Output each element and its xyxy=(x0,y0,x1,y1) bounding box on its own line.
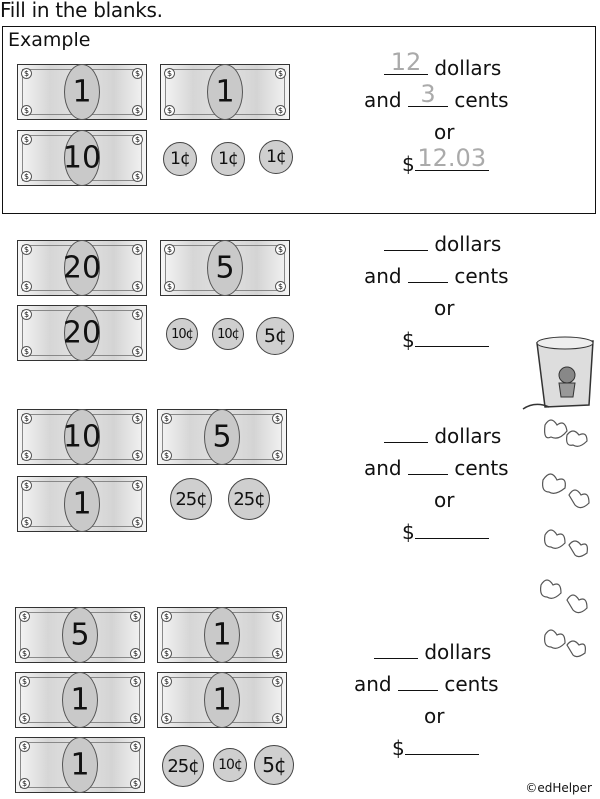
dollar-sign-icon: $ xyxy=(132,244,143,255)
and-label: and xyxy=(364,264,408,288)
cents-blank[interactable] xyxy=(408,456,448,475)
bill-value: 1 xyxy=(212,682,232,718)
dollar-sign-icon: $ xyxy=(130,676,141,687)
total-blank[interactable] xyxy=(415,144,489,172)
and-label: and xyxy=(364,88,408,112)
bill-value: 10 xyxy=(62,140,102,176)
and-label: and xyxy=(364,456,408,480)
bill-value: 1 xyxy=(72,74,92,110)
dollar-sign-icon: $ xyxy=(275,68,286,79)
bill xyxy=(157,409,287,465)
dollar-sign-icon: $ xyxy=(272,676,283,687)
dollar-sign-icon: $ xyxy=(164,68,175,79)
answer-line xyxy=(434,488,454,512)
dollar-sign-icon: $ xyxy=(21,244,32,255)
answer-line xyxy=(384,424,501,448)
dollar-sign-icon: $ xyxy=(275,244,286,255)
bill-value: 5 xyxy=(212,419,232,455)
bill-value: 5 xyxy=(215,250,235,286)
answer-line xyxy=(374,640,491,664)
coin: 25¢ xyxy=(170,478,212,520)
dollar-sign-icon: $ xyxy=(164,281,175,292)
bill xyxy=(17,305,147,361)
coin: 1¢ xyxy=(211,142,245,176)
dollar-sign-icon: $ xyxy=(161,450,172,461)
credit: ©edHelper xyxy=(525,781,592,795)
bill-value: 20 xyxy=(62,315,102,351)
and-label: and xyxy=(354,672,398,696)
bill-value: 5 xyxy=(70,617,90,653)
dollar-sign-icon: $ xyxy=(130,648,141,659)
dollar-sign-icon: $ xyxy=(275,105,286,116)
dollar-sign-icon: $ xyxy=(132,105,143,116)
bill xyxy=(17,130,147,186)
dollar-sign-icon: $ xyxy=(21,105,32,116)
dollar-sign-icon: $ xyxy=(275,281,286,292)
answer-line xyxy=(364,80,509,112)
answer-line xyxy=(364,456,509,480)
answer-line xyxy=(402,328,489,352)
bill-value: 1 xyxy=(72,486,92,522)
dollar-sign-icon: $ xyxy=(19,741,30,752)
cents-blank[interactable] xyxy=(408,80,448,108)
bill-value: 1 xyxy=(212,617,232,653)
popcorn-icon xyxy=(515,335,600,665)
or-label: or xyxy=(434,296,455,320)
total-blank[interactable] xyxy=(415,328,489,347)
answer-line xyxy=(402,144,489,176)
cents-label: cents xyxy=(447,456,509,480)
instruction: Fill in the blanks. xyxy=(0,0,163,22)
dollar-sign: $ xyxy=(392,736,405,760)
or-label: or xyxy=(434,488,455,512)
bill xyxy=(15,737,145,793)
dollar-sign: $ xyxy=(402,520,415,544)
dollar-sign-icon: $ xyxy=(132,346,143,357)
bill xyxy=(15,607,145,663)
dollar-sign-icon: $ xyxy=(130,713,141,724)
answer-line xyxy=(402,520,489,544)
dollar-sign-icon: $ xyxy=(19,676,30,687)
bill-value: 20 xyxy=(62,250,102,286)
dollar-sign-icon: $ xyxy=(21,309,32,320)
dollar-sign-icon: $ xyxy=(19,778,30,789)
answer-line xyxy=(392,736,479,760)
dollar-sign-icon: $ xyxy=(21,68,32,79)
dollars-label: dollars xyxy=(428,424,502,448)
coin: 25¢ xyxy=(228,478,270,520)
dollars-label: dollars xyxy=(418,640,492,664)
dollars-blank[interactable] xyxy=(384,232,428,251)
bill-value: 1 xyxy=(70,747,90,783)
bill xyxy=(160,240,290,296)
or-label: or xyxy=(434,120,455,144)
dollar-sign-icon: $ xyxy=(132,480,143,491)
dollar-sign-icon: $ xyxy=(132,171,143,182)
dollars-label: dollars xyxy=(428,56,502,80)
answer-line xyxy=(434,296,454,320)
bill xyxy=(17,64,147,120)
handwritten-answer: 12 xyxy=(390,48,422,76)
dollars-blank[interactable] xyxy=(384,48,428,76)
dollar-sign-icon: $ xyxy=(272,611,283,622)
dollars-blank[interactable] xyxy=(384,424,428,443)
example-label: Example xyxy=(8,29,91,51)
dollar-sign-icon: $ xyxy=(161,413,172,424)
total-blank[interactable] xyxy=(415,520,489,539)
dollar-sign-icon: $ xyxy=(21,413,32,424)
coin: 10¢ xyxy=(212,318,244,350)
dollar-sign-icon: $ xyxy=(132,68,143,79)
bill-value: 1 xyxy=(70,682,90,718)
coin: 10¢ xyxy=(166,318,198,350)
dollar-sign-icon: $ xyxy=(19,713,30,724)
dollar-sign-icon: $ xyxy=(132,281,143,292)
handwritten-answer: 3 xyxy=(420,80,436,108)
dollar-sign-icon: $ xyxy=(21,281,32,292)
dollar-sign-icon: $ xyxy=(132,517,143,528)
total-blank[interactable] xyxy=(405,736,479,755)
dollar-sign-icon: $ xyxy=(132,309,143,320)
dollar-sign-icon: $ xyxy=(272,648,283,659)
dollar-sign-icon: $ xyxy=(164,244,175,255)
answer-line xyxy=(384,48,502,80)
dollar-sign-icon: $ xyxy=(19,611,30,622)
dollar-sign-icon: $ xyxy=(130,741,141,752)
dollar-sign-icon: $ xyxy=(132,450,143,461)
dollar-sign-icon: $ xyxy=(161,611,172,622)
dollar-sign-icon: $ xyxy=(161,713,172,724)
cents-blank[interactable] xyxy=(398,672,438,691)
bill xyxy=(17,240,147,296)
cents-label: cents xyxy=(437,672,499,696)
answer-line xyxy=(434,120,454,144)
coin: 1¢ xyxy=(163,142,197,176)
or-label: or xyxy=(424,704,445,728)
answer-line xyxy=(384,232,501,256)
handwritten-answer: 12.03 xyxy=(417,144,487,172)
bill xyxy=(15,672,145,728)
dollar-sign-icon: $ xyxy=(21,134,32,145)
dollar-sign-icon: $ xyxy=(272,450,283,461)
dollar-sign-icon: $ xyxy=(161,648,172,659)
dollar-sign-icon: $ xyxy=(21,450,32,461)
dollar-sign-icon: $ xyxy=(272,713,283,724)
cents-blank[interactable] xyxy=(408,264,448,283)
cents-label: cents xyxy=(447,88,509,112)
answer-line xyxy=(354,672,499,696)
dollar-sign-icon: $ xyxy=(130,778,141,789)
dollar-sign-icon: $ xyxy=(132,134,143,145)
answer-line xyxy=(364,264,509,288)
coin: 5¢ xyxy=(254,745,294,785)
bill-value: 10 xyxy=(62,419,102,455)
dollar-sign-icon: $ xyxy=(161,676,172,687)
dollar-sign-icon: $ xyxy=(132,413,143,424)
coin: 5¢ xyxy=(256,317,294,355)
answer-line xyxy=(424,704,444,728)
coin: 1¢ xyxy=(259,140,293,174)
dollar-sign-icon: $ xyxy=(272,413,283,424)
dollar-sign-icon: $ xyxy=(164,105,175,116)
bill xyxy=(157,607,287,663)
coin: 25¢ xyxy=(162,745,204,787)
cents-label: cents xyxy=(447,264,509,288)
bill xyxy=(17,409,147,465)
coin: 10¢ xyxy=(213,748,247,782)
bill-value: 1 xyxy=(215,74,235,110)
dollar-sign-icon: $ xyxy=(21,517,32,528)
dollar-sign-icon: $ xyxy=(21,346,32,357)
dollar-sign-icon: $ xyxy=(19,648,30,659)
bill xyxy=(157,672,287,728)
dollars-blank[interactable] xyxy=(374,640,418,659)
bill xyxy=(160,64,290,120)
bill xyxy=(17,476,147,532)
dollar-sign-icon: $ xyxy=(130,611,141,622)
dollar-sign: $ xyxy=(402,328,415,352)
dollar-sign: $ xyxy=(402,152,415,176)
dollar-sign-icon: $ xyxy=(21,480,32,491)
dollars-label: dollars xyxy=(428,232,502,256)
dollar-sign-icon: $ xyxy=(21,171,32,182)
